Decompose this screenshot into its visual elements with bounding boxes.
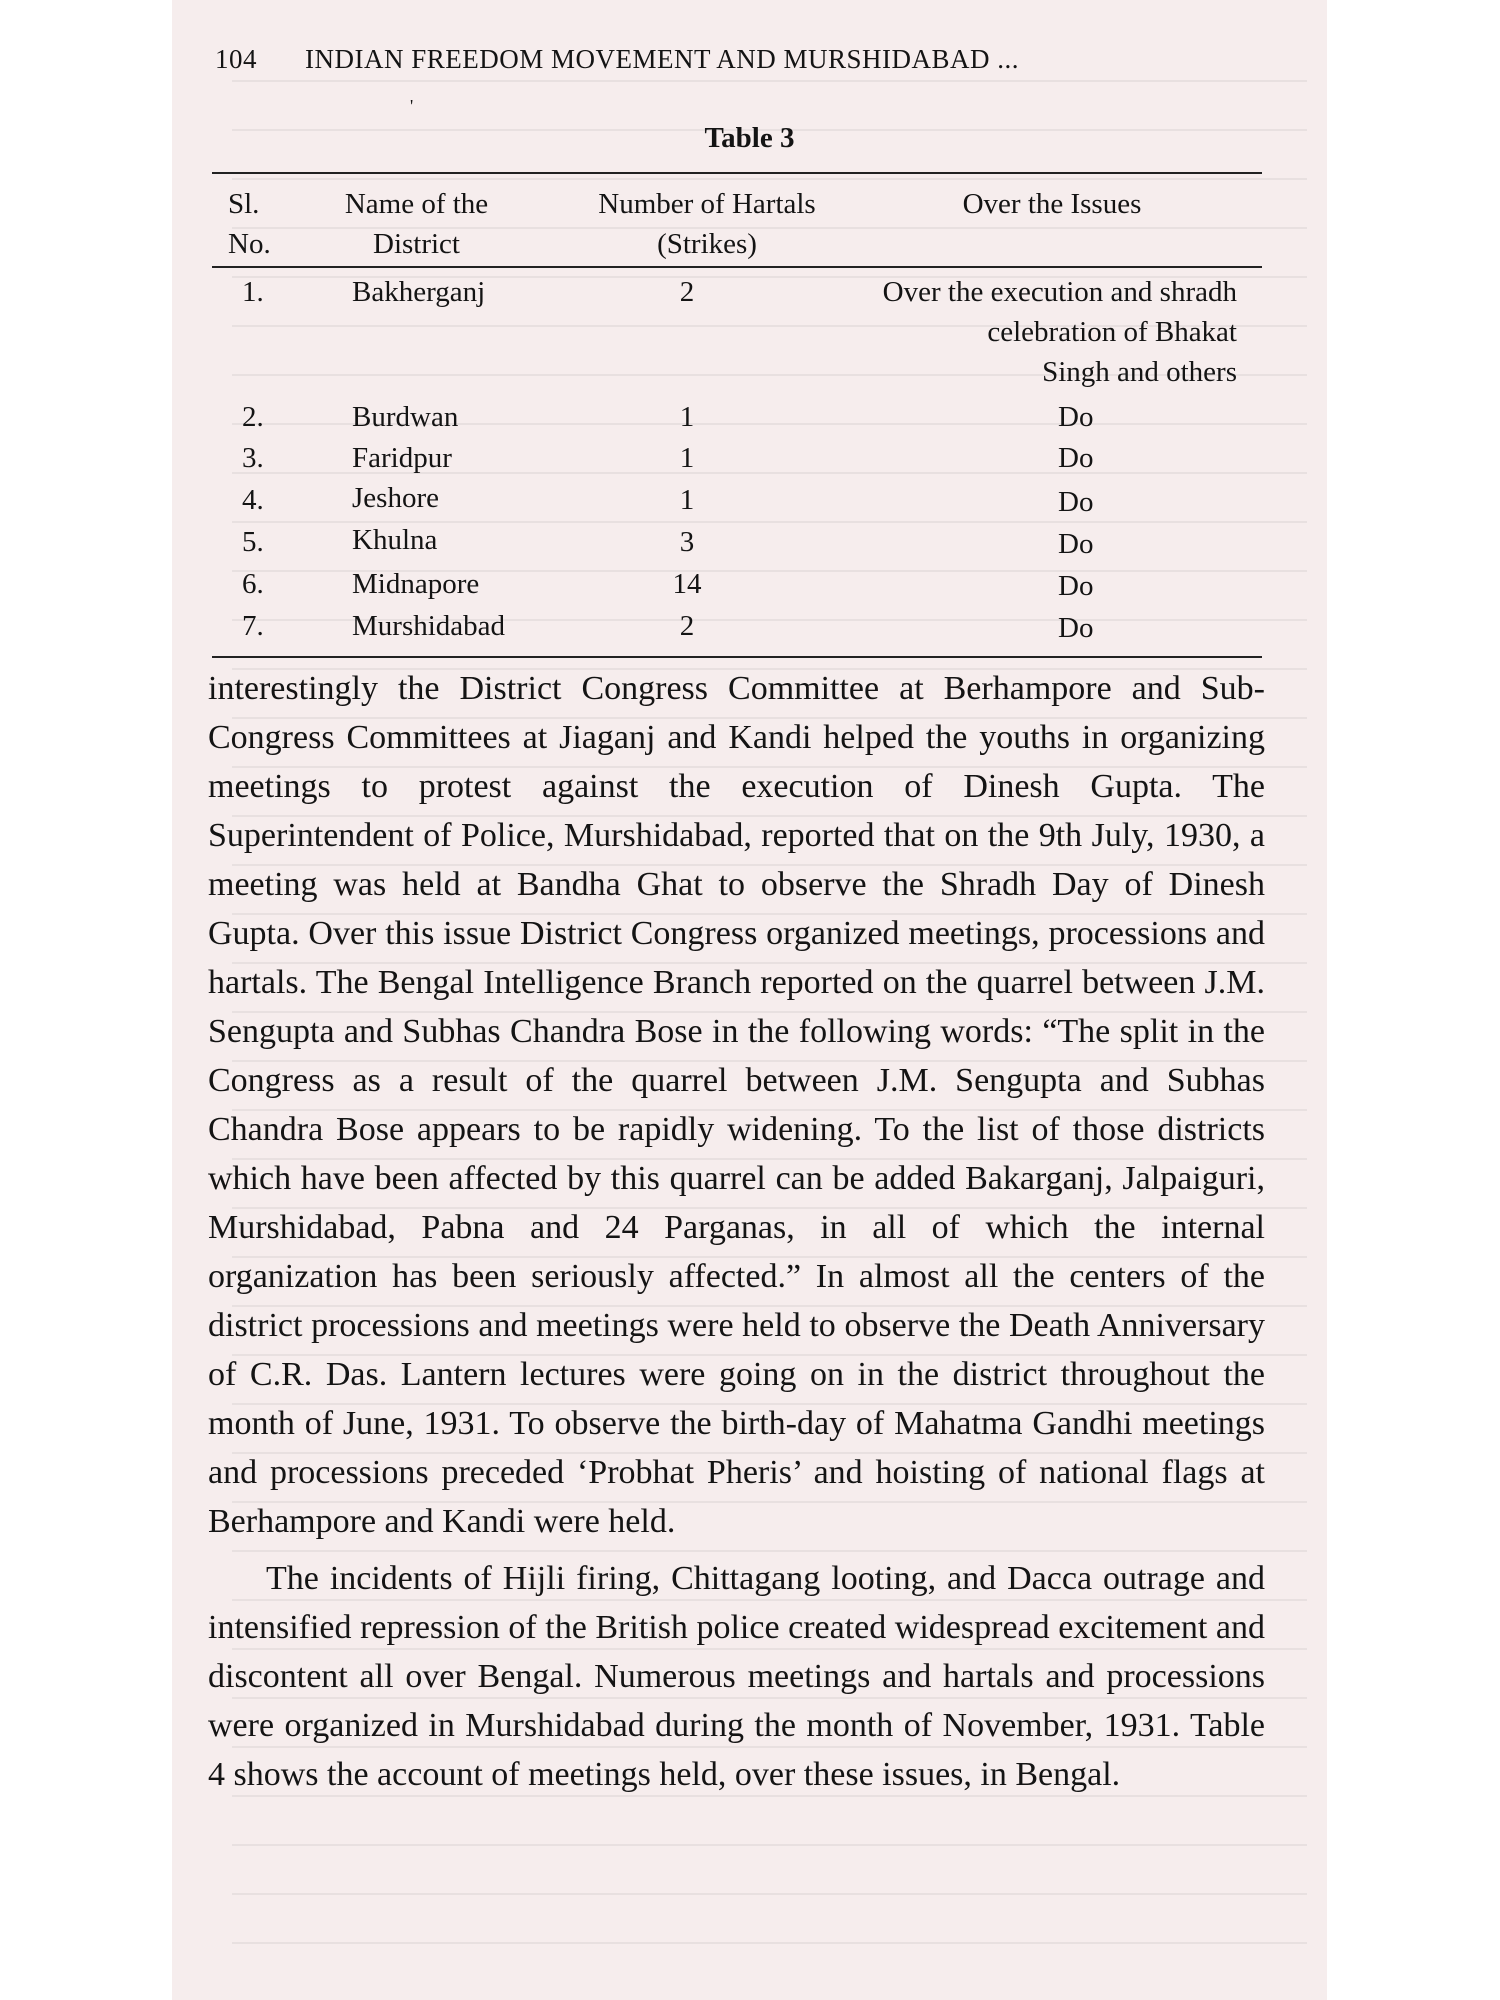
header-district: Name of the District (344, 188, 489, 260)
row-hartals: 2 (679, 610, 695, 642)
row-hartals: 1 (679, 442, 695, 474)
row-issue: Do (1058, 442, 1094, 474)
row-sl: 5. (242, 526, 264, 558)
row-sl: 3. (242, 442, 264, 474)
stray-mark: ' (410, 96, 414, 116)
table-title: Table 3 (704, 122, 795, 154)
row-issue: Do (1058, 486, 1094, 518)
row-district: Khulna (352, 524, 438, 556)
row-hartals: 14 (672, 568, 702, 600)
header-issues: Over the Issues (962, 188, 1142, 220)
header-hartals: Number of Hartals (Strikes) (598, 188, 816, 260)
header-sl: Sl. No. (228, 188, 271, 260)
row-issue: Do (1058, 401, 1094, 433)
row-sl: 1. (242, 276, 264, 308)
row-hartals: 1 (679, 484, 695, 516)
row-sl: 2. (242, 401, 264, 433)
row-issue: Over the execution and shradh celebration of Bhakat Singh and others (882, 276, 1237, 388)
row-district: Bakherganj (352, 276, 486, 308)
page-number: 104 (215, 44, 257, 74)
book-page (172, 0, 1327, 2000)
row-district: Burdwan (352, 401, 459, 433)
row-sl: 4. (242, 484, 264, 516)
paragraph: The incidents of Hijli firing, Chittagang looting, and Dacca outrage and intensified repression of the British police created widespread excitement and discontent all over Bengal. Numerous meetings and hartals and processions were organized in Murshidabad during the month of November, 1931. Table 4 shows the account of meetings held, over these issues, in Bengal. (208, 1560, 1265, 1793)
row-hartals: 2 (679, 276, 695, 308)
running-title: INDIAN FREEDOM MOVEMENT AND MURSHIDABAD ... (305, 44, 1020, 74)
row-hartals: 3 (679, 526, 695, 558)
row-district: Jeshore (352, 482, 439, 514)
row-issue: Do (1058, 528, 1094, 560)
row-district: Midnapore (352, 568, 480, 600)
row-district: Faridpur (352, 442, 452, 474)
row-sl: 6. (242, 568, 264, 600)
paragraph: interestingly the District Congress Committee at Berhampore and Sub-Congress Committees at Jiaganj and Kandi helped the youths in organizing meetings to protest against the execution of Dinesh Gupta. The Superintendent of Police, Murshidabad, reported that on the 9th July, 1930, a meeting was held at Bandha Ghat to observe the Shradh Day of Dinesh Gupta. Over this issue District Congress organized meetings, processions and hartals. The Bengal Intelligence Branch reported on the quarrel between J.M. Sengupta and Subhas Chandra Bose in the following words: “The split in the Congress as a result of the quarrel between J.M. Sengupta and Subhas Chandra Bose appears to be rapidly widening. To the list of those districts which have been affected by this quarrel can be added Bakarganj, Jalpaiguri, Murshidabad, Pabna and 24 Parganas, in all of which the internal organization has been seriously affected.” In almost all the centers of the district processions and meetings were held to observe the Death Anniversary of C.R. Das. Lantern lectures were going on in the district throughout the month of June, 1931. To observe the birth-day of Mahatma Gandhi meetings and processions preceded ‘Probhat Pheris’ and hoisting of national flags at Berhampore and Kandi were held. (208, 670, 1265, 1540)
row-issue: Do (1058, 612, 1094, 644)
row-issue: Do (1058, 570, 1094, 602)
running-head (215, 44, 1019, 75)
table-bottom-rule (212, 656, 1262, 658)
table-header-rule (212, 266, 1262, 268)
body-text (208, 664, 1265, 1799)
table-top-rule (212, 172, 1262, 174)
row-hartals: 1 (679, 401, 695, 433)
row-sl: 7. (242, 610, 264, 642)
row-district: Murshidabad (352, 610, 506, 642)
